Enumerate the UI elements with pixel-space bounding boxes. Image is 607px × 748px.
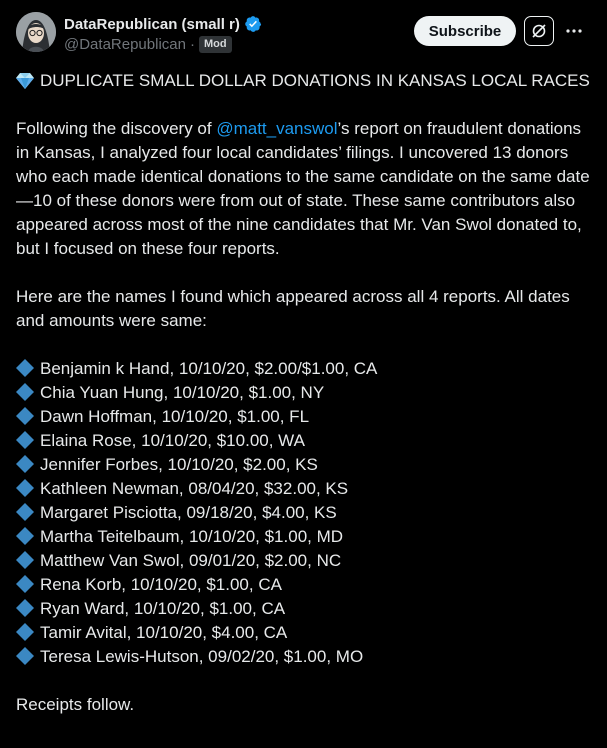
donor-entry: Chia Yuan Hung, 10/10/20, $1.00, NY xyxy=(40,383,325,402)
closing-line: Receipts follow. xyxy=(16,695,135,714)
list-item xyxy=(16,525,591,549)
donor-entry: Benjamin k Hand, 10/10/20, $2.00/$1.00, CA xyxy=(40,359,378,378)
intro-paragraph xyxy=(16,117,591,261)
post-title xyxy=(16,69,591,93)
handle-separator: · xyxy=(189,36,195,53)
donor-entry: Margaret Pisciotta, 09/18/20, $4.00, KS xyxy=(40,503,337,522)
list-item xyxy=(16,645,591,669)
more-icon xyxy=(565,28,583,34)
mod-badge: Mod xyxy=(199,36,232,53)
blue-diamond-icon xyxy=(16,575,34,593)
subscribe-button[interactable]: Subscribe xyxy=(414,16,516,46)
author-name-row xyxy=(64,15,262,33)
post-body xyxy=(16,69,591,741)
list-item xyxy=(16,573,591,597)
list-item xyxy=(16,621,591,645)
donor-entry: Teresa Lewis-Hutson, 09/02/20, $1.00, MO xyxy=(40,647,364,666)
intro-prefix: Following the discovery of xyxy=(16,119,217,138)
list-item xyxy=(16,549,591,573)
donor-entry: Dawn Hoffman, 10/10/20, $1.00, FL xyxy=(40,407,310,426)
donor-entry: Elaina Rose, 10/10/20, $10.00, WA xyxy=(40,431,305,450)
author-handle-row xyxy=(64,36,232,53)
intro-suffix: ’s report on fraudulent donations in Kansas, I analyzed four local candidates’ filings. I uncovered 13 donors who each made identical donations to the same candidate on the same date—10 of these donors were from out of state. These same contributors also appeared across most of the nine candidates that Mr. Van Swol donated to, but I focused on these four reports. xyxy=(16,119,590,258)
list-item xyxy=(16,477,591,501)
blue-diamond-icon xyxy=(16,455,34,473)
donor-list xyxy=(16,357,591,669)
avatar[interactable] xyxy=(16,12,56,52)
list-item xyxy=(16,597,591,621)
gem-emoji-icon xyxy=(16,72,34,89)
blue-diamond-icon xyxy=(16,503,34,521)
blue-diamond-icon xyxy=(16,359,34,377)
list-item xyxy=(16,357,591,381)
blue-diamond-icon xyxy=(16,383,34,401)
author-handle[interactable]: @DataRepublican xyxy=(64,36,186,53)
donor-entry: Martha Teitelbaum, 10/10/20, $1.00, MD xyxy=(40,527,344,546)
list-item xyxy=(16,405,591,429)
list-item xyxy=(16,429,591,453)
blue-diamond-icon xyxy=(16,407,34,425)
blue-diamond-icon xyxy=(16,599,34,617)
list-intro: Here are the names I found which appeared across all 4 reports. All dates and amounts were same: xyxy=(16,287,570,330)
mention-link[interactable]: @matt_vanswol xyxy=(216,119,338,138)
grok-button[interactable] xyxy=(524,16,554,46)
donor-entry: Ryan Ward, 10/10/20, $1.00, CA xyxy=(40,599,286,618)
blue-diamond-icon xyxy=(16,551,34,569)
donor-entry: Matthew Van Swol, 09/01/20, $2.00, NC xyxy=(40,551,342,570)
blue-diamond-icon xyxy=(16,527,34,545)
blue-diamond-icon xyxy=(16,431,34,449)
donor-entry: Kathleen Newman, 08/04/20, $32.00, KS xyxy=(40,479,349,498)
list-item xyxy=(16,453,591,477)
donor-entry: Tamir Avital, 10/10/20, $4.00, CA xyxy=(40,623,288,642)
post-title-text: DUPLICATE SMALL DOLLAR DONATIONS IN KANSAS LOCAL RACES xyxy=(40,71,590,90)
donor-entry: Jennifer Forbes, 10/10/20, $2.00, KS xyxy=(40,455,318,474)
verified-badge-icon xyxy=(244,15,262,33)
grok-icon xyxy=(530,22,548,40)
list-item xyxy=(16,501,591,525)
author-display-name[interactable]: DataRepublican (small r) xyxy=(64,15,240,33)
more-button[interactable] xyxy=(562,16,586,46)
post-header xyxy=(0,0,607,60)
list-item xyxy=(16,381,591,405)
blue-diamond-icon xyxy=(16,623,34,641)
donor-entry: Rena Korb, 10/10/20, $1.00, CA xyxy=(40,575,282,594)
blue-diamond-icon xyxy=(16,479,34,497)
blue-diamond-icon xyxy=(16,647,34,665)
